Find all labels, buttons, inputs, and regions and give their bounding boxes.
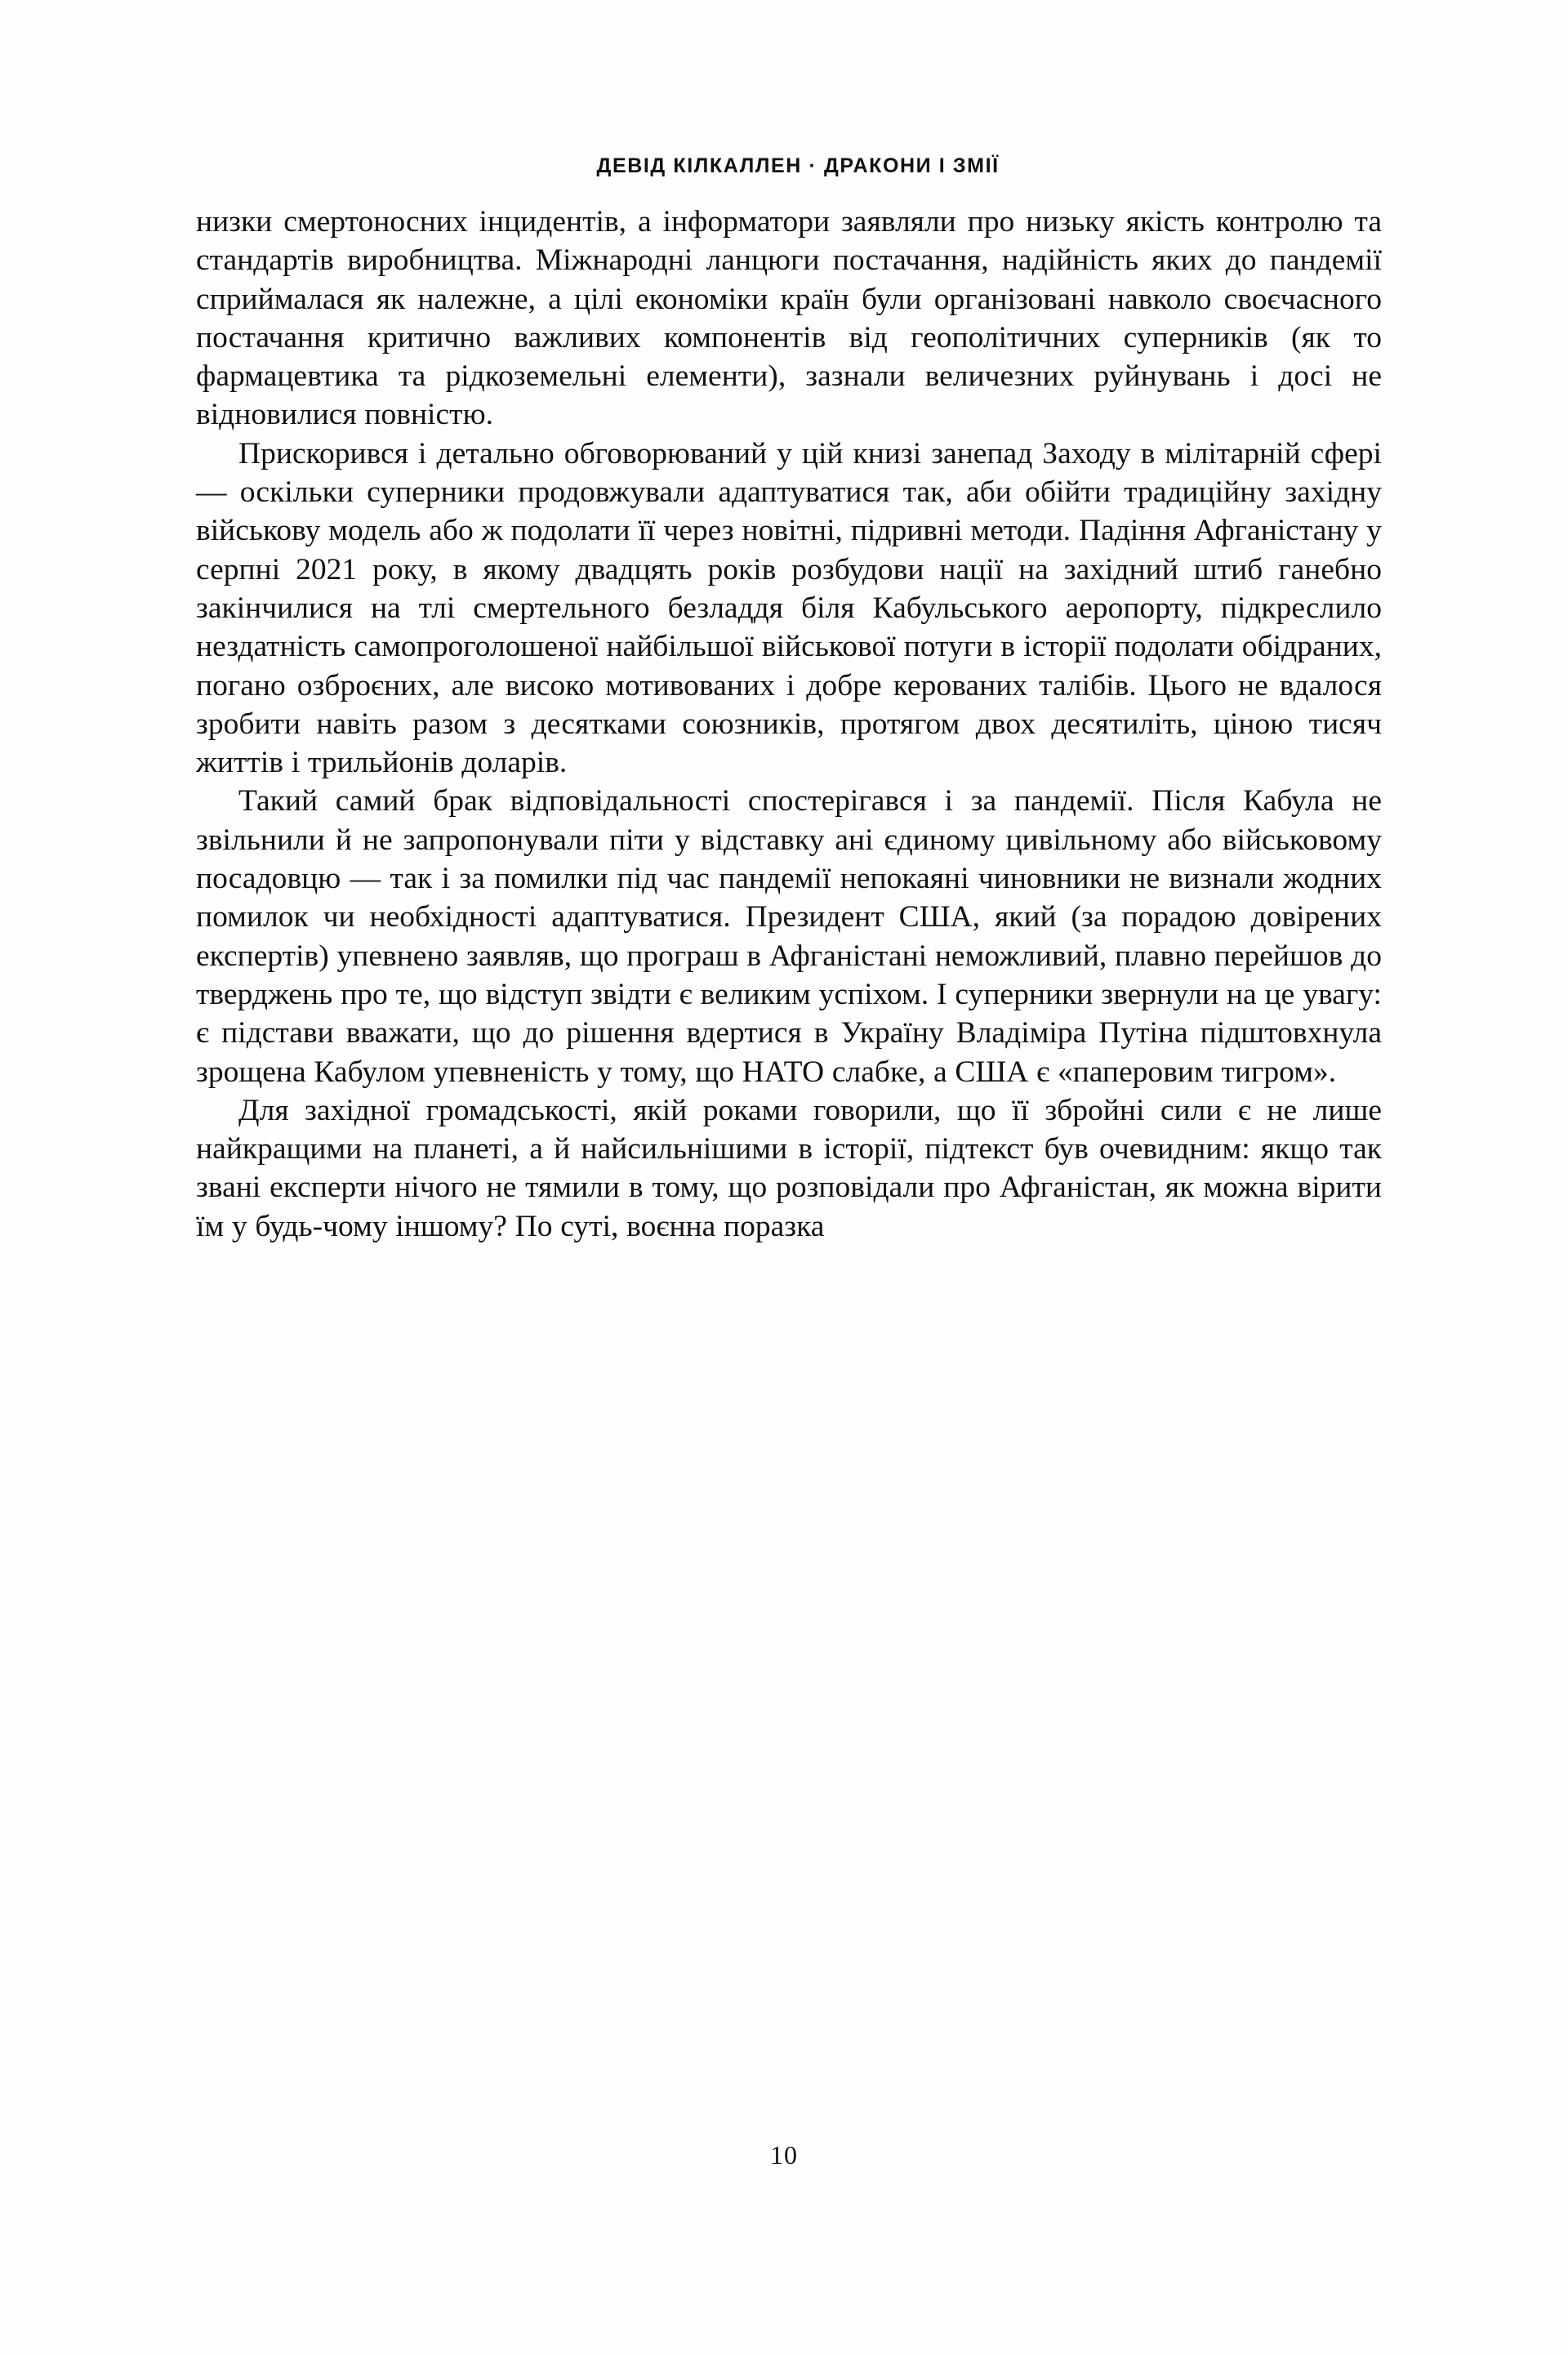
paragraph: Такий самий брак відповідальності спостерігався і за пандемії. Після Кабула не звільнили й не запропонували піти у відставку ані єдиному цивільному або військовому посадовцю — так і за помилки під час пандемії непокаяні чиновники не визнали жодних помилок чи необхідності адаптуватися. Президент США, який (за порадою довірених експертів) упевнено заявляв, що програш в Афганістані неможливий, плавно перейшов до тверджень про те, що відступ звідти є великим успіхом. І суперники звернули на це увагу: є підстави вважати, що до рішення вдертися в Україну Владіміра Путіна підштовхнула зрощена Кабулом упевненість у тому, що НАТО слабке, а США є «паперовим тигром». [196,784,1382,1089]
body-text-block [196,203,1382,1246]
paragraph: низки смертоносних інцидентів, а інформатори заявляли про низьку якість контролю та стандартів виробництва. Міжнародні ланцюги постачання, надійність яких до пандемії сприймалася як належне, а цілі економіки країн були організовані навколо своєчасного постачання критично важливих компонентів від геополітичних суперників (як то фармацевтика та рідкоземельні елементи), зазнали величезних руйнувань і досі не відновилися повністю. [196,205,1382,432]
paragraph: Для західної громадськості, якій роками говорили, що її збройні сили є не лише найкращими на планеті, а й найсильнішими в історії, підтекст був очевидним: якщо так звані експерти нічого не тямили в тому, що розповідали про Афганістан, як можна вірити їм у будь-чому іншому? По суті, воєнна поразка [196,1093,1382,1243]
page-number: 10 [770,2140,798,2170]
paragraph: Прискорився і детально обговорюваний у цій книзі занепад Заходу в мілітарній сфері — оскільки суперники продовжували адаптуватися так, аби обійти традиційну західну військову модель або ж подолати її через новітні, підривні методи. Падіння Афганістану у серпні 2021 року, в якому двадцять років розбудови нації на західний штиб ганебно закінчилися на тлі смертельного безладдя біля Кабульського аеропорту, підкреслило нездатність самопроголошеної найбільшої військової потуги в історії подолати обідраних, погано озброєних, але високо мотивованих і добре керованих талібів. Цього не вдалося зробити навіть разом з десятками союзників, протягом двох десятиліть, ціною тисяч життів і трильйонів доларів. [196,436,1382,780]
running-header-text: ДЕВІД КІЛКАЛЛЕН · ДРАКОНИ І ЗМІЇ [596,154,1000,177]
running-header [0,131,1568,202]
